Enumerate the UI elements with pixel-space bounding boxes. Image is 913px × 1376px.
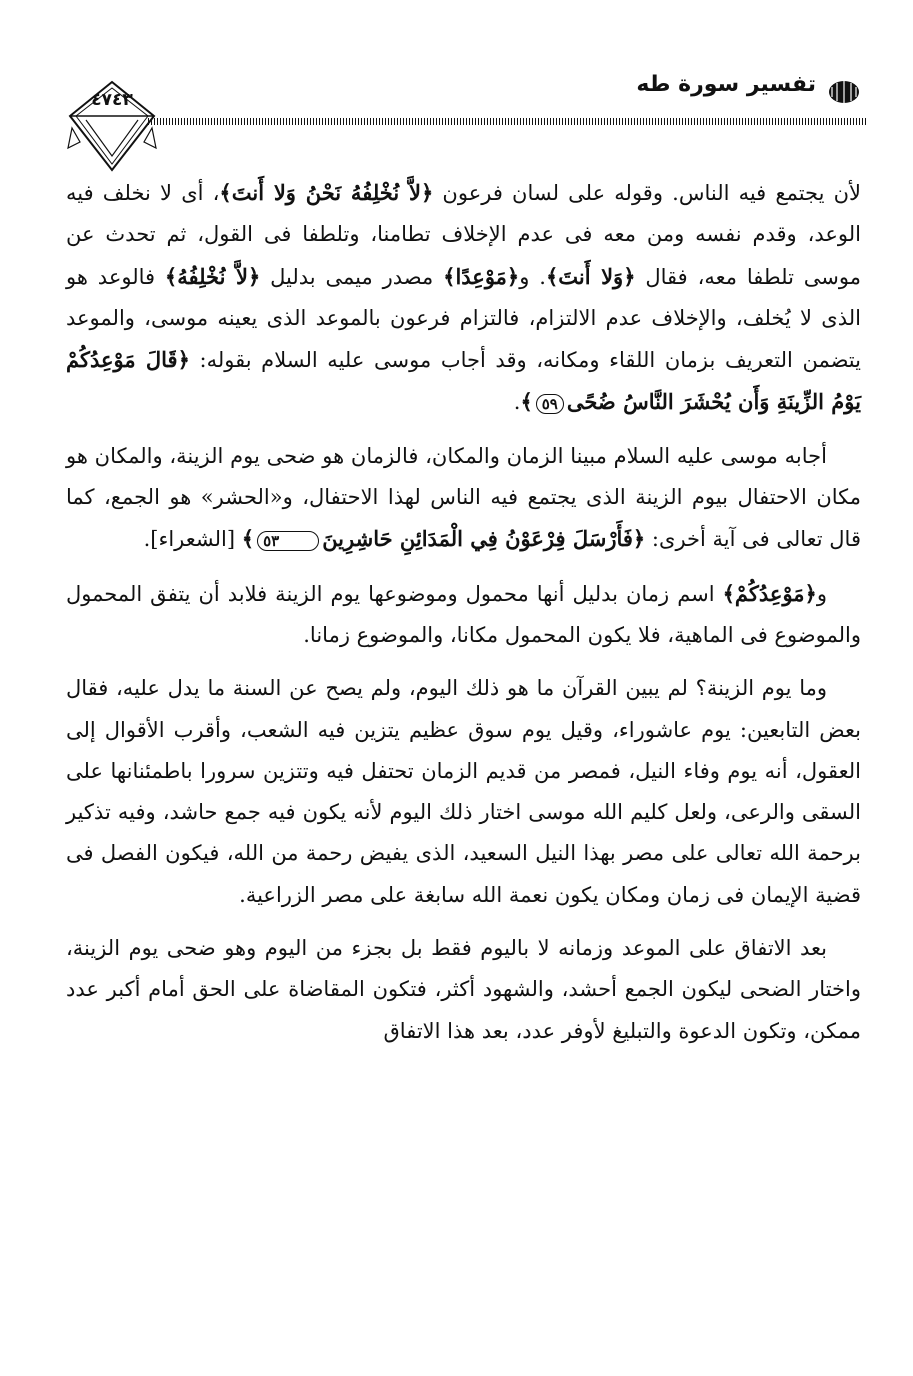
quran-verse: ﴿قَالَ مَوْعِدُكُمْ يَوْمُ الزِّينَةِ وَأَن يُحْشَرَ النَّاسُ ضُحًى [66,347,861,415]
text-segment: . [513,390,521,415]
text-segment: اسم زمان بدليل أنها محمول وموضوعها يوم الزينة فلابد أن يتفق المحمول والموضوع فى الماهية، فلا يكون المحمول مكانا، والموضوع زمانا. [66,581,861,647]
verse-number: ٥٣ [257,531,319,551]
text-segment: لأن يجتمع فيه الناس. وقوله على لسان فرعون [433,181,862,205]
quran-verse: ﴾ [241,526,255,552]
text-segment: ، أى لا نخلف فيه الوعد، وقدم نفسه ومن معه فى عدم الإخلاف تطامنا، وتلطفا فى القول، ثم تحدث عن موسى تلطفا معه، فقال [66,181,861,289]
quran-verse: ﴿لاَّ نُخْلِفُهُ﴾ [164,263,261,289]
paragraph [66,668,861,916]
quran-verse: ﴿مَوْعِدُكُمْ﴾ [722,580,817,606]
quran-verse: ﴿لاَّ نُخْلِفُهُ نَحْنُ وَلا أَنتَ﴾ [219,180,434,205]
quran-verse: ﴾ [520,389,533,415]
page-number: ٤٧٤٣ [91,90,133,110]
quran-verse: ﴿مَوْعِدًا﴾ [443,263,520,289]
text-segment: . و [519,264,546,289]
flower-ornament-icon [826,78,862,106]
page-header [66,62,866,172]
text-segment: وما يوم الزينة؟ لم يبين القرآن ما هو ذلك اليوم، ولم يصح عن السنة ما يدل عليه، فقال بعض التابعين: يوم عاشوراء، وقيل يوم سوق عظيم يتزين فيه الشعب، وأقرب الأقوال إلى العقول، أنه يوم وفاء النيل، فمصر من قديم الزمان تحتفل فيه وتتزين سرورا باطمئنانها على السقى والرعى، ولعل كليم الله موسى اختار ذلك اليوم لأنه يكون فيه جمع حاشد، وفيه تذكير برحمة الله تعالى على مصر بهذا النيل السعيد، الذى يفيض رحمة من الله، فيكون الفصل فى قضية الإيمان فى زمان ومكان يكون نعمة الله سابغة على مصر الزراعية. [66,676,861,907]
text-segment: [الشعراء]. [143,527,242,552]
quran-verse: ﴿فَأَرْسَلَ فِرْعَوْنُ فِي الْمَدَائِنِ حَاشِرِينَ [322,526,646,552]
text-segment: أجابه موسى عليه السلام مبينا الزمان والمكان، فالزمان هو ضحى يوم الزينة، والمكان هو مكان الاحتفال بيوم الزينة الذى يجتمع فيه الناس لهذا الاحتفال، و«الحشر» هو الجمع، كما قال تعالى فى آية أخرى: [66,443,861,552]
quran-verse: ﴿وَلا أَنتَ﴾ [545,263,636,289]
paragraph [66,436,861,561]
chapter-title: تفسير سورة طه [636,72,816,97]
paragraph [66,573,861,657]
text-segment: مصدر ميمى بدليل [260,264,444,289]
verse-number: ٥٩ [536,394,564,414]
paragraph [66,928,861,1052]
text-segment: و [816,581,827,606]
text-segment: فالوعد هو الذى لا يُخلف، والإخلاف عدم الالتزام، فالتزام فرعون بالموعد الذى يعينه موسى، والموعد يتضمن التعريف بزمان اللقاء ومكانه، وقد أجاب موسى عليه السلام بقوله: [66,264,861,373]
header-rule [148,118,866,125]
body-text [66,172,861,1064]
text-segment: بعد الاتفاق على الموعد وزمانه لا باليوم فقط بل بجزء من اليوم وهو ضحى يوم الزينة، واختار الضحى ليكون الجمع أحشد، والشهود أكثر، فتكون المقاضاة على الحق أمام أكبر عدد ممكن، وتكون الدعوة والتبليغ لأوفر عدد، بعد هذا الاتفاق [66,936,861,1043]
paragraph [66,172,861,424]
